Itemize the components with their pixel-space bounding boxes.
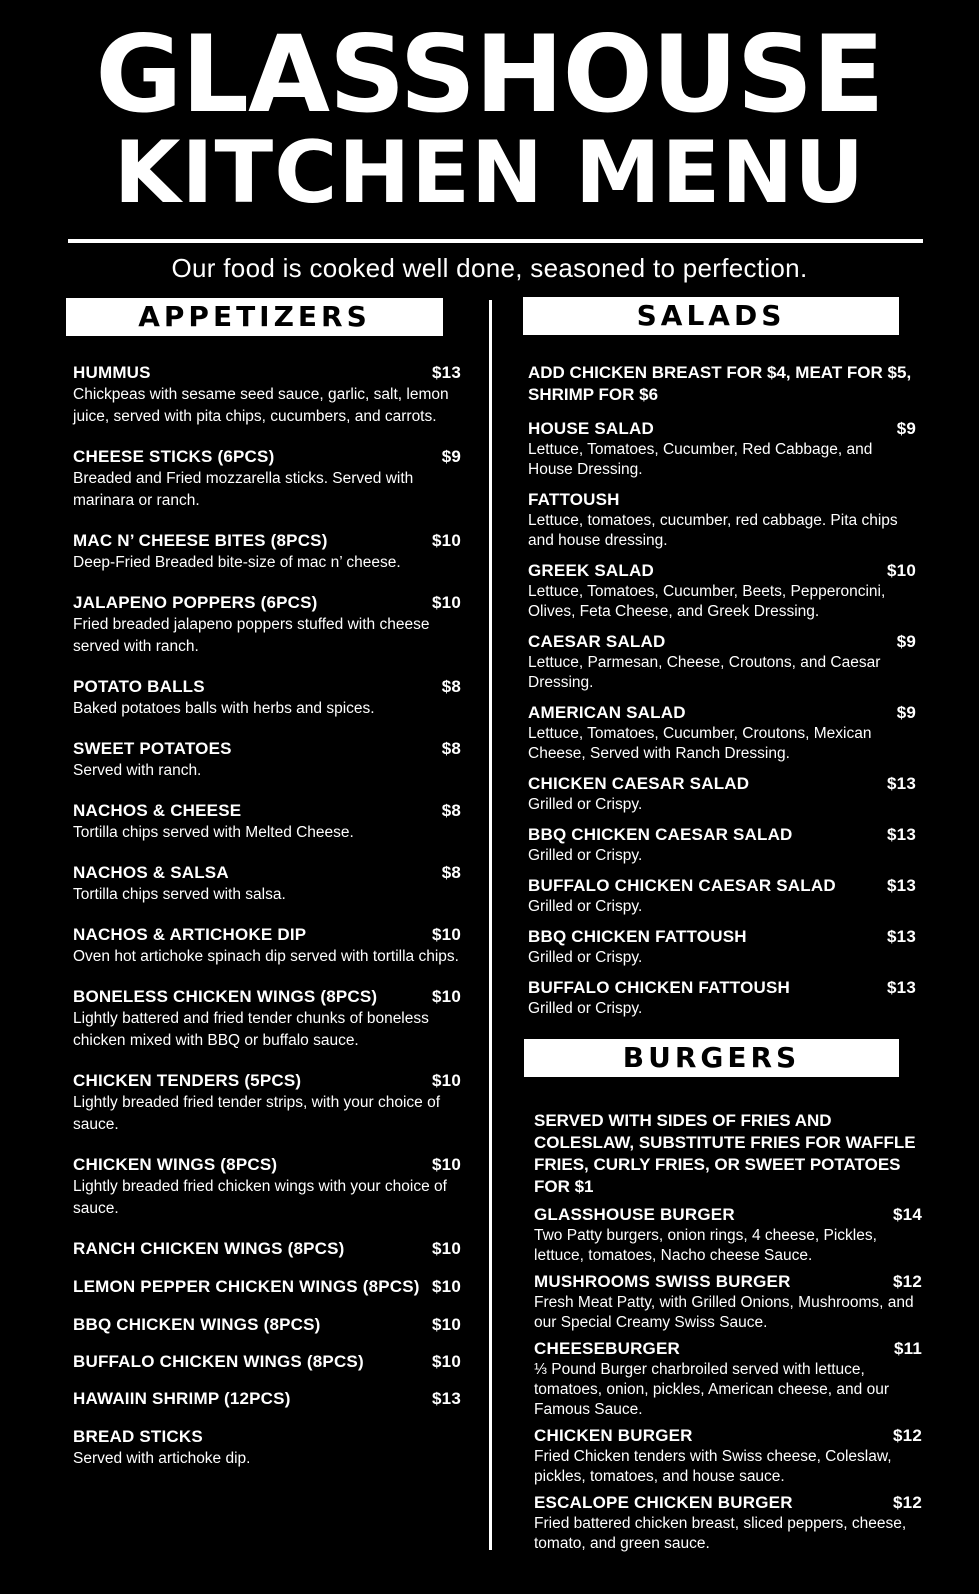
menu-item (528, 418, 916, 480)
item-price: $11 (893, 1339, 922, 1358)
item-description: Lettuce, tomatoes, cucumber, red cabbage. Pita chips and house dressing. (528, 512, 898, 549)
menu-title-line1: GLASSHOUSE (95, 13, 884, 136)
item-name: CHEESE STICKS (6PCS) (73, 447, 275, 466)
item-name: JALAPENO POPPERS (6PCS) (73, 593, 318, 612)
item-price: $13 (887, 774, 916, 793)
menu-item-header (534, 1338, 922, 1360)
menu-item (528, 824, 916, 866)
menu-item (528, 702, 916, 764)
item-name: HAWAIIN SHRIMP (12PCS) (73, 1389, 291, 1408)
item-price: $10 (432, 593, 461, 612)
item-description: Fried battered chicken breast, sliced peppers, cheese, tomato, and green sauce. (534, 1515, 907, 1552)
item-price: $10 (432, 1315, 461, 1334)
burgers-header: BURGERS (524, 1039, 899, 1077)
item-description: Grilled or Crispy. (528, 847, 643, 864)
item-price: $13 (432, 363, 461, 382)
menu-item (73, 1351, 461, 1373)
menu-item (73, 530, 461, 574)
menu-item (73, 446, 461, 512)
item-name: BBQ CHICKEN FATTOUSH (528, 927, 747, 946)
burgers-items (534, 1204, 922, 1554)
menu-item (73, 1388, 461, 1410)
item-description: ⅓ Pound Burger charbroiled served with lettuce, tomatoes, onion, pickles, American cheese, and our Famous Sauce. (534, 1361, 889, 1418)
appetizers-list (73, 362, 461, 1488)
item-name: CHICKEN WINGS (8PCS) (73, 1155, 278, 1174)
item-name: NACHOS & ARTICHOKE DIP (73, 925, 307, 944)
item-description: Baked potatoes balls with herbs and spices. (73, 700, 375, 717)
salads-list (528, 362, 916, 1028)
menu-title-line2: KITCHEN MENU (113, 123, 866, 223)
item-name: HUMMUS (73, 363, 151, 382)
menu-item-header (73, 530, 461, 552)
item-price: $13 (432, 1389, 461, 1408)
menu-item-header (534, 1271, 922, 1293)
tagline: Our food is cooked well done, seasoned to perfection. (171, 253, 808, 283)
menu-item-header (73, 1351, 461, 1373)
menu-item (73, 1238, 461, 1260)
item-name: BONELESS CHICKEN WINGS (8PCS) (73, 987, 378, 1006)
menu-item-header (73, 738, 461, 760)
item-description: Tortilla chips served with salsa. (73, 886, 286, 903)
salads-header: SALADS (523, 297, 899, 335)
menu-item (73, 1314, 461, 1336)
menu-item-header (528, 418, 916, 440)
item-price: $10 (432, 1071, 461, 1090)
menu-item (73, 1154, 461, 1220)
item-description: Fresh Meat Patty, with Grilled Onions, Mushrooms, and our Special Creamy Swiss Sauce. (534, 1294, 914, 1331)
menu-item (73, 800, 461, 844)
menu-item-header (528, 631, 916, 653)
item-price: $8 (441, 863, 461, 882)
item-description: Chickpeas with sesame seed sauce, garlic, salt, lemon juice, served with pita chips, cucumbers, and carrots. (73, 386, 449, 425)
menu-item-header (73, 592, 461, 614)
burgers-list (534, 1110, 922, 1559)
item-name: ESCALOPE CHICKEN BURGER (534, 1493, 793, 1512)
item-description: Lightly breaded fried tender strips, with your choice of sauce. (73, 1094, 441, 1133)
menu-item-header (73, 1388, 461, 1410)
item-name: CHEESEBURGER (534, 1339, 680, 1358)
menu-item (528, 875, 916, 917)
item-name: BBQ CHICKEN WINGS (8PCS) (73, 1315, 321, 1334)
menu-item (73, 924, 461, 968)
item-description: Two Patty burgers, onion rings, 4 cheese, Pickles, lettuce, tomatoes, Nacho cheese Sauce. (534, 1227, 877, 1264)
item-name: MUSHROOMS SWISS BURGER (534, 1272, 791, 1291)
item-description: Fried Chicken tenders with Swiss cheese, Coleslaw, pickles, tomatoes, and house sauce. (534, 1448, 892, 1485)
menu-item (534, 1204, 922, 1266)
menu-item (73, 738, 461, 782)
item-price: $8 (441, 801, 461, 820)
salads-items (528, 418, 916, 1019)
item-price: $9 (896, 703, 916, 722)
menu-item (528, 926, 916, 968)
item-description: Served with artichoke dip. (73, 1450, 251, 1467)
item-description: Breaded and Fried mozzarella sticks. Served with marinara or ranch. (73, 470, 414, 509)
item-price: $13 (887, 876, 916, 895)
item-price: $12 (893, 1426, 922, 1445)
menu-item-header (73, 924, 461, 946)
item-description: Grilled or Crispy. (528, 949, 643, 966)
menu-item (534, 1271, 922, 1333)
item-name: BUFFALO CHICKEN FATTOUSH (528, 978, 790, 997)
menu-item (528, 489, 916, 551)
menu-item-header (73, 862, 461, 884)
item-description: Tortilla chips served with Melted Cheese. (73, 824, 354, 841)
menu-item-header (528, 875, 916, 897)
menu-item-header (73, 446, 461, 468)
item-price: $13 (887, 825, 916, 844)
appetizers-header: APPETIZERS (66, 298, 443, 336)
item-name: BBQ CHICKEN CAESAR SALAD (528, 825, 793, 844)
item-description: Oven hot artichoke spinach dip served with tortilla chips. (73, 948, 459, 965)
menu-item (73, 592, 461, 658)
item-name: BUFFALO CHICKEN WINGS (8PCS) (73, 1352, 364, 1371)
item-description: Lettuce, Tomatoes, Cucumber, Red Cabbage, and House Dressing. (528, 441, 873, 478)
menu-item (534, 1338, 922, 1420)
menu-item-header (73, 800, 461, 822)
item-name: AMERICAN SALAD (528, 703, 686, 722)
item-price: $8 (441, 739, 461, 758)
menu-item-header (528, 560, 916, 582)
menu-item-header (73, 1154, 461, 1176)
item-description: Grilled or Crispy. (528, 796, 643, 813)
menu-item (73, 676, 461, 720)
item-description: Fried breaded jalapeno poppers stuffed with cheese served with ranch. (73, 616, 430, 655)
item-name: CHICKEN CAESAR SALAD (528, 774, 750, 793)
item-name: CAESAR SALAD (528, 632, 666, 651)
menu-item-header (73, 1314, 461, 1336)
menu-item (73, 1276, 461, 1298)
item-price: $9 (896, 632, 916, 651)
item-name: MAC N’ CHEESE BITES (8PCS) (73, 531, 328, 550)
item-name: NACHOS & SALSA (73, 863, 229, 882)
item-description: Served with ranch. (73, 762, 202, 779)
menu-item-header (73, 1238, 461, 1260)
item-price: $8 (441, 677, 461, 696)
item-price: $10 (887, 561, 916, 580)
menu-item-header (73, 676, 461, 698)
menu-item-header (73, 1276, 461, 1298)
item-price: $10 (432, 531, 461, 550)
menu-item-header (73, 1426, 461, 1448)
item-name: SWEET POTATOES (73, 739, 232, 758)
item-price: $9 (896, 419, 916, 438)
menu-item (73, 362, 461, 428)
menu-item-header (528, 824, 916, 846)
item-description: Lightly breaded fried chicken wings with your choice of sauce. (73, 1178, 447, 1217)
item-name: BUFFALO CHICKEN CAESAR SALAD (528, 876, 836, 895)
item-name: POTATO BALLS (73, 677, 205, 696)
item-name: CHICKEN TENDERS (5PCS) (73, 1071, 302, 1090)
menu-item (528, 773, 916, 815)
menu-item (534, 1425, 922, 1487)
item-description: Lettuce, Parmesan, Cheese, Croutons, and Caesar Dressing. (528, 654, 881, 691)
column-divider (489, 300, 492, 1550)
menu-item-header (73, 1070, 461, 1092)
menu-item (528, 560, 916, 622)
item-name: RANCH CHICKEN WINGS (8PCS) (73, 1239, 345, 1258)
item-name: HOUSE SALAD (528, 419, 654, 438)
item-name: CHICKEN BURGER (534, 1426, 693, 1445)
menu-item-header (73, 986, 461, 1008)
item-price: $10 (432, 1352, 461, 1371)
item-name: BREAD STICKS (73, 1427, 203, 1446)
item-price: $10 (432, 925, 461, 944)
item-price: $13 (887, 978, 916, 997)
salads-note: ADD CHICKEN BREAST FOR $4, MEAT FOR $5, SHRIMP FOR $6 (528, 363, 912, 404)
menu-item-header (73, 362, 461, 384)
item-description: Lightly battered and fried tender chunks of boneless chicken mixed with BBQ or buffalo sauce. (73, 1010, 429, 1049)
menu-item-header (528, 702, 916, 724)
item-description: Lettuce, Tomatoes, Cucumber, Beets, Pepperoncini, Olives, Feta Cheese, and Greek Dressing. (528, 583, 886, 620)
item-price: $10 (432, 987, 461, 1006)
item-name: GREEK SALAD (528, 561, 654, 580)
menu-item-header (534, 1492, 922, 1514)
header-rule (68, 239, 923, 243)
menu-item-header (534, 1204, 922, 1226)
menu-item-header (528, 977, 916, 999)
item-name: LEMON PEPPER CHICKEN WINGS (8PCS) (73, 1277, 420, 1296)
item-description: Grilled or Crispy. (528, 1000, 643, 1017)
menu-item (528, 631, 916, 693)
burgers-note: SERVED WITH SIDES OF FRIES AND COLESLAW, SUBSTITUTE FRIES FOR WAFFLE FRIES, CURLY FRIES, OR SWEET POTATOES FOR $1 (534, 1111, 916, 1196)
item-price: $12 (893, 1493, 922, 1512)
item-name: GLASSHOUSE BURGER (534, 1205, 735, 1224)
menu-item (73, 1426, 461, 1470)
menu-item (73, 1070, 461, 1136)
menu-item-header (528, 926, 916, 948)
menu-item-header (528, 489, 916, 511)
item-price: $10 (432, 1239, 461, 1258)
menu-item-header (534, 1425, 922, 1447)
item-price: $10 (432, 1155, 461, 1174)
item-price: $14 (893, 1205, 922, 1224)
item-name: NACHOS & CHEESE (73, 801, 242, 820)
menu-item-header (528, 773, 916, 795)
item-price: $12 (893, 1272, 922, 1291)
item-description: Lettuce, Tomatoes, Cucumber, Croutons, Mexican Cheese, Served with Ranch Dressing. (528, 725, 872, 762)
item-name: FATTOUSH (528, 490, 620, 509)
item-price: $10 (432, 1277, 461, 1296)
item-description: Deep-Fried Breaded bite-size of mac n’ cheese. (73, 554, 401, 571)
menu-item (73, 986, 461, 1052)
menu-item (534, 1492, 922, 1554)
item-description: Grilled or Crispy. (528, 898, 643, 915)
menu-item (528, 977, 916, 1019)
item-price: $13 (887, 927, 916, 946)
item-price: $9 (441, 447, 461, 466)
menu-item (73, 862, 461, 906)
